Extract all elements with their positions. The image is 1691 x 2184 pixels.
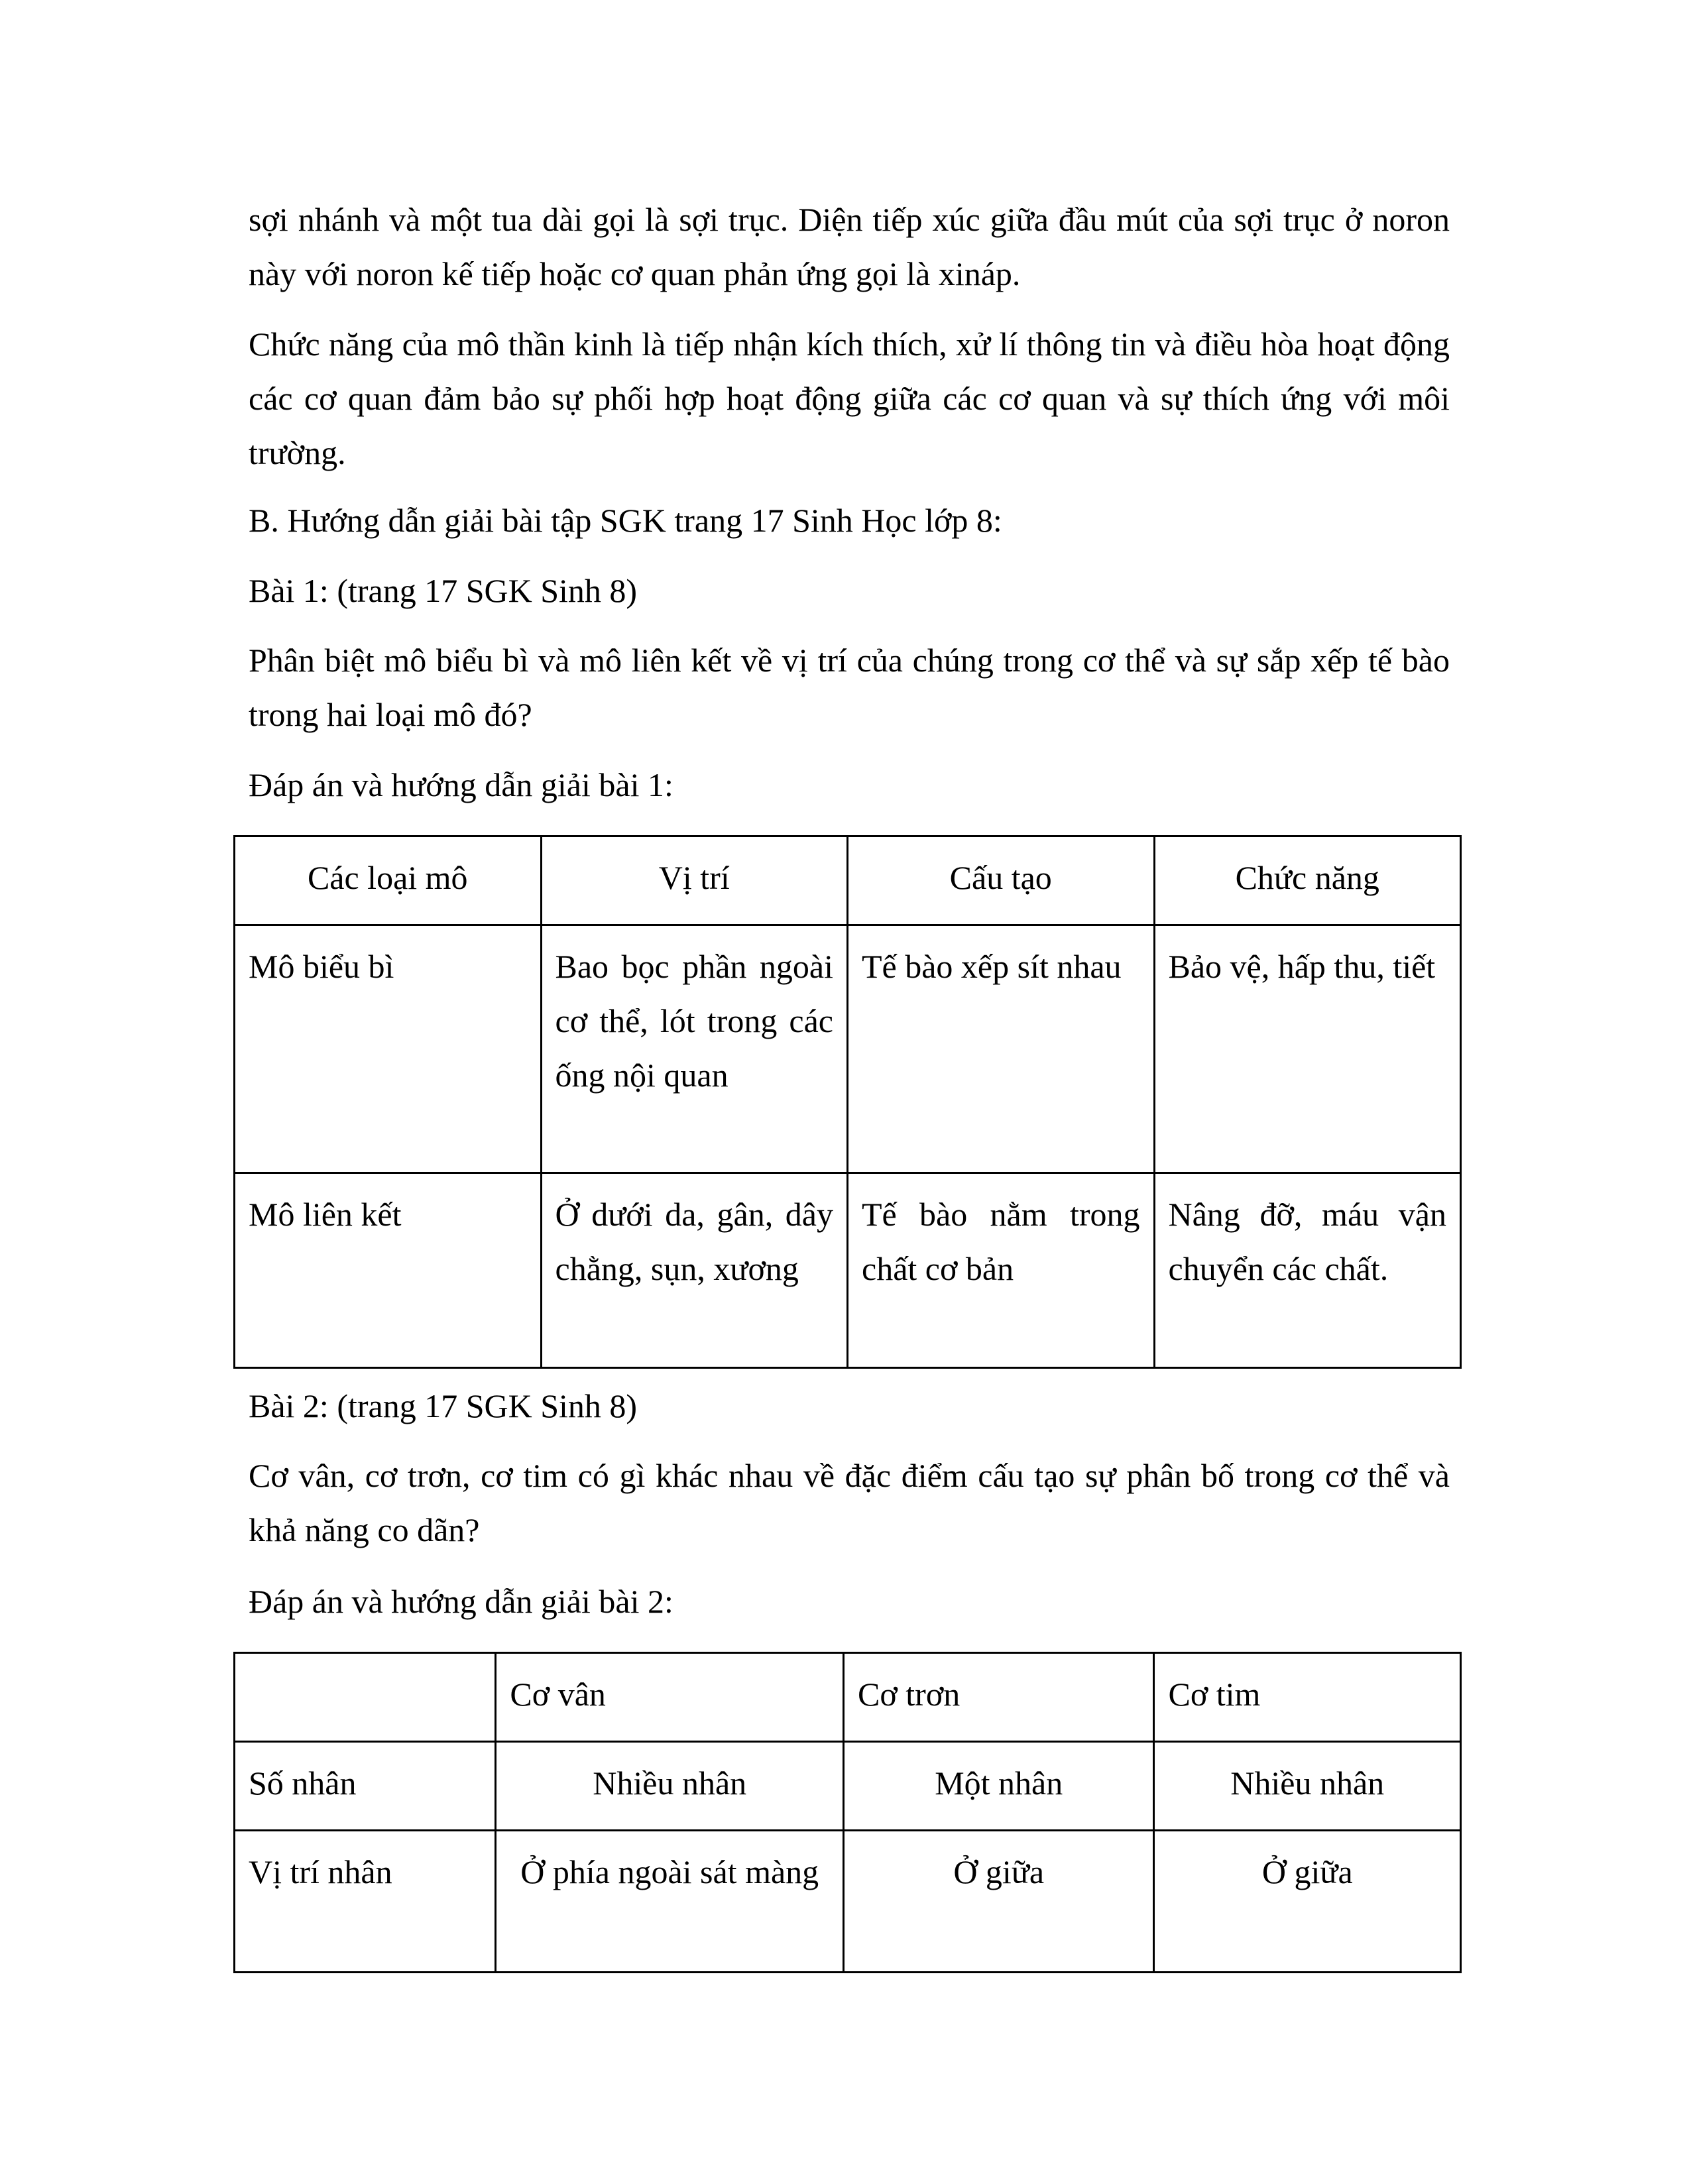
table-cell: Mô biểu bì — [235, 925, 542, 1173]
exercise-2-answer-label: Đáp án và hướng dẫn giải bài 2: — [249, 1583, 673, 1620]
paragraph-neuron-structure: sợi nhánh và một tua dài gọi là sợi trục. Diện tiếp xúc giữa đầu mút của sợi trục ở noron này với noron kế tiếp hoặc cơ quan phản ứng gọi là xináp. — [249, 201, 1450, 292]
table-row — [235, 1831, 1461, 1973]
header-cell: Cơ tim — [1154, 1653, 1461, 1742]
table-row — [235, 1742, 1461, 1831]
table-cell: Ở giữa — [1154, 1831, 1461, 1973]
section-heading-b: B. Hướng dẫn giải bài tập SGK trang 17 Sinh Học lớp 8: — [249, 502, 1002, 539]
header-cell — [235, 1653, 496, 1742]
table-cell: Bảo vệ, hấp thu, tiết — [1154, 925, 1461, 1173]
exercise-1-question: Phân biệt mô biểu bì và mô liên kết về vị trí của chúng trong cơ thể và sự sắp xếp tế bào trong hai loại mô đó? — [249, 642, 1450, 733]
table-cell: Ở giữa — [843, 1831, 1154, 1973]
table-cell: Ở phía ngoài sát màng — [496, 1831, 844, 1973]
header-cell: Cơ trơn — [843, 1653, 1154, 1742]
table-row — [235, 1173, 1461, 1368]
paragraph-nerve-function: Chức năng của mô thần kinh là tiếp nhận kích thích, xử lí thông tin và điều hòa hoạt động các cơ quan đảm bảo sự phối hợp hoạt động giữa các cơ quan và sự thích ứng với môi trường. — [249, 325, 1450, 471]
table-header-row — [235, 1653, 1461, 1742]
table-cell: Nhiều nhân — [1154, 1742, 1461, 1831]
table-cell: Nâng đỡ, máu vận chuyển các chất. — [1154, 1173, 1461, 1368]
exercise-2-title: Bài 2: (trang 17 SGK Sinh 8) — [249, 1387, 638, 1424]
table-header-row — [235, 836, 1461, 925]
header-cell: Chức năng — [1154, 836, 1461, 925]
table-cell: Số nhân — [235, 1742, 496, 1831]
table-cell: Ở dưới da, gân, dây chằng, sụn, xương — [541, 1173, 848, 1368]
table-cell: Bao bọc phần ngoài cơ thể, lót trong các ống nội quan — [541, 925, 848, 1173]
muscle-comparison-table — [233, 1652, 1462, 1973]
table-cell: Tế bào xếp sít nhau — [848, 925, 1155, 1173]
table-cell: Mô liên kết — [235, 1173, 542, 1368]
header-cell: Vị trí — [541, 836, 848, 925]
tissue-comparison-table — [233, 835, 1462, 1369]
header-cell: Cấu tạo — [848, 836, 1155, 925]
header-cell: Các loại mô — [235, 836, 542, 925]
table-cell: Một nhân — [843, 1742, 1154, 1831]
exercise-1-title: Bài 1: (trang 17 SGK Sinh 8) — [249, 572, 638, 609]
table-row — [235, 925, 1461, 1173]
table-cell: Tế bào nằm trong chất cơ bản — [848, 1173, 1155, 1368]
exercise-2-question: Cơ vân, cơ trơn, cơ tim có gì khác nhau về đặc điểm cấu tạo sự phân bố trong cơ thể và khả năng co dãn? — [249, 1457, 1450, 1548]
table-cell: Nhiều nhân — [496, 1742, 844, 1831]
header-cell: Cơ vân — [496, 1653, 844, 1742]
table-cell: Vị trí nhân — [235, 1831, 496, 1973]
exercise-1-answer-label: Đáp án và hướng dẫn giải bài 1: — [249, 766, 673, 803]
